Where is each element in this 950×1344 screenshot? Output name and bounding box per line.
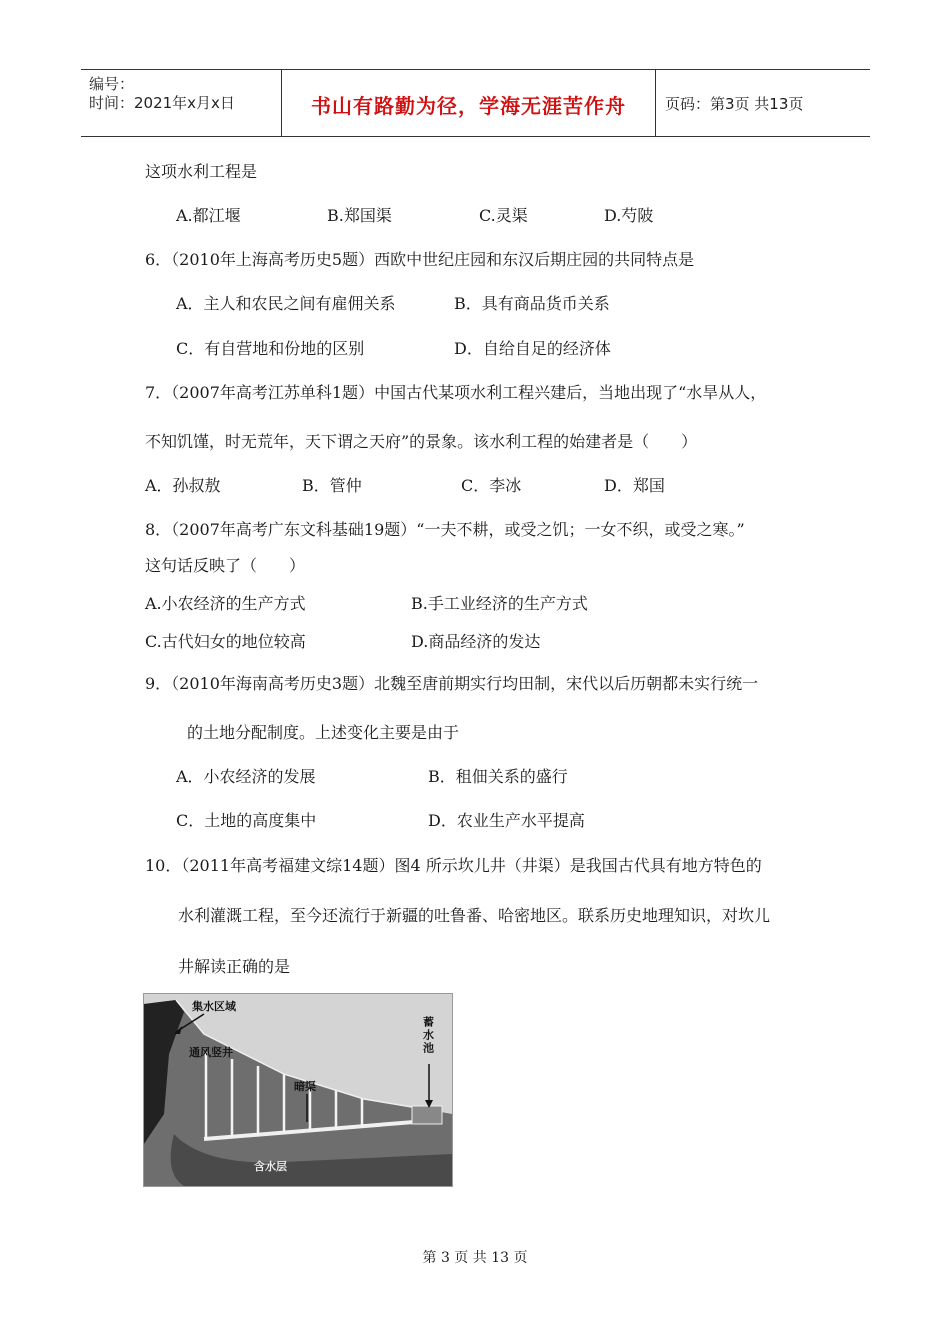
label-channel: 暗渠	[294, 1080, 316, 1093]
q8-option-b: B.手工业经济的生产方式	[411, 594, 588, 613]
q5-tail: 这项水利工程是	[145, 162, 258, 181]
q9-option-d: D．农业生产水平提高	[428, 811, 585, 830]
date-label: 时间：2021年x月x日	[89, 94, 235, 112]
q9-option-c: C．土地的高度集中	[176, 811, 317, 830]
label-aquifer: 含水层	[254, 1160, 287, 1173]
karez-diagram	[144, 994, 452, 1186]
q8-option-a: A.小农经济的生产方式	[145, 594, 306, 613]
q7-stem-1: 7．（2007年高考江苏单科1题）中国古代某项水利工程兴建后，当地出现了“水旱从人，	[145, 383, 767, 402]
q7-option-d: D．郑国	[604, 476, 665, 495]
header-motto-cell	[281, 70, 656, 136]
q5-option-c: C.灵渠	[479, 206, 528, 225]
q10-stem-3: 井解读正确的是	[178, 957, 291, 976]
q5-option-b: B.郑国渠	[327, 206, 392, 225]
q6-option-c: C．有自营地和份地的区别	[176, 339, 365, 358]
q5-option-d: D.芍陂	[604, 206, 654, 225]
q8-stem-2: 这句话反映了（ ）	[145, 556, 306, 575]
q8-option-d: D.商品经济的发达	[411, 632, 541, 651]
q8-option-c: C.古代妇女的地位较高	[145, 632, 306, 651]
page-footer: 第 3 页 共 13 页	[422, 1250, 528, 1266]
q9-stem-1: 9．（2010年海南高考历史3题）北魏至唐前期实行均田制，宋代以后历朝都未实行统一	[145, 674, 759, 693]
q6-option-d: D．自给自足的经济体	[454, 339, 611, 358]
q9-option-a: A．小农经济的发展	[176, 767, 316, 786]
q5-option-a: A.都江堰	[176, 206, 241, 225]
header-meta	[81, 70, 281, 136]
q6-option-a: A．主人和农民之间有雇佣关系	[176, 294, 396, 313]
number-label: 编号：	[89, 75, 135, 93]
page-header	[81, 69, 870, 137]
label-catchment: 集水区域	[192, 1000, 236, 1013]
q7-stem-2: 不知饥馑，时无荒年，天下谓之天府”的景象。该水利工程的始建者是（ ）	[145, 432, 698, 451]
label-shaft: 通风竖井	[189, 1046, 233, 1059]
q6-stem: 6．（2010年上海高考历史5题）西欧中世纪庄园和东汉后期庄园的共同特点是	[145, 250, 695, 269]
q8-stem-1: 8．（2007年高考广东文科基础19题）“一夫不耕，或受之饥；一女不织，或受之寒。”	[145, 520, 745, 539]
q7-option-c: C．李冰	[461, 476, 522, 495]
q9-option-b: B．租佃关系的盛行	[428, 767, 568, 786]
q10-stem-1: 10．（2011年高考福建文综14题）图4 所示坎儿井（井渠）是我国古代具有地方特色的	[145, 856, 762, 875]
label-pool	[422, 1015, 435, 1055]
q6-option-b: B．具有商品货币关系	[454, 294, 610, 313]
motto: 书山有路勤为径，学海无涯苦作舟	[311, 94, 626, 118]
q10-stem-2: 水利灌溉工程，至今还流行于新疆的吐鲁番、哈密地区。联系历史地理知识，对坎儿	[178, 906, 771, 925]
page-label: 页码：第3页 共13页	[665, 95, 804, 113]
q7-option-a: A．孙叔敖	[145, 476, 221, 495]
q7-option-b: B．管仲	[302, 476, 362, 495]
svg-text:蓄水池: 蓄水池	[421, 1016, 435, 1055]
header-page-cell	[655, 70, 870, 136]
karez-figure	[143, 993, 453, 1187]
q9-stem-2: 的土地分配制度。上述变化主要是由于	[187, 723, 460, 742]
